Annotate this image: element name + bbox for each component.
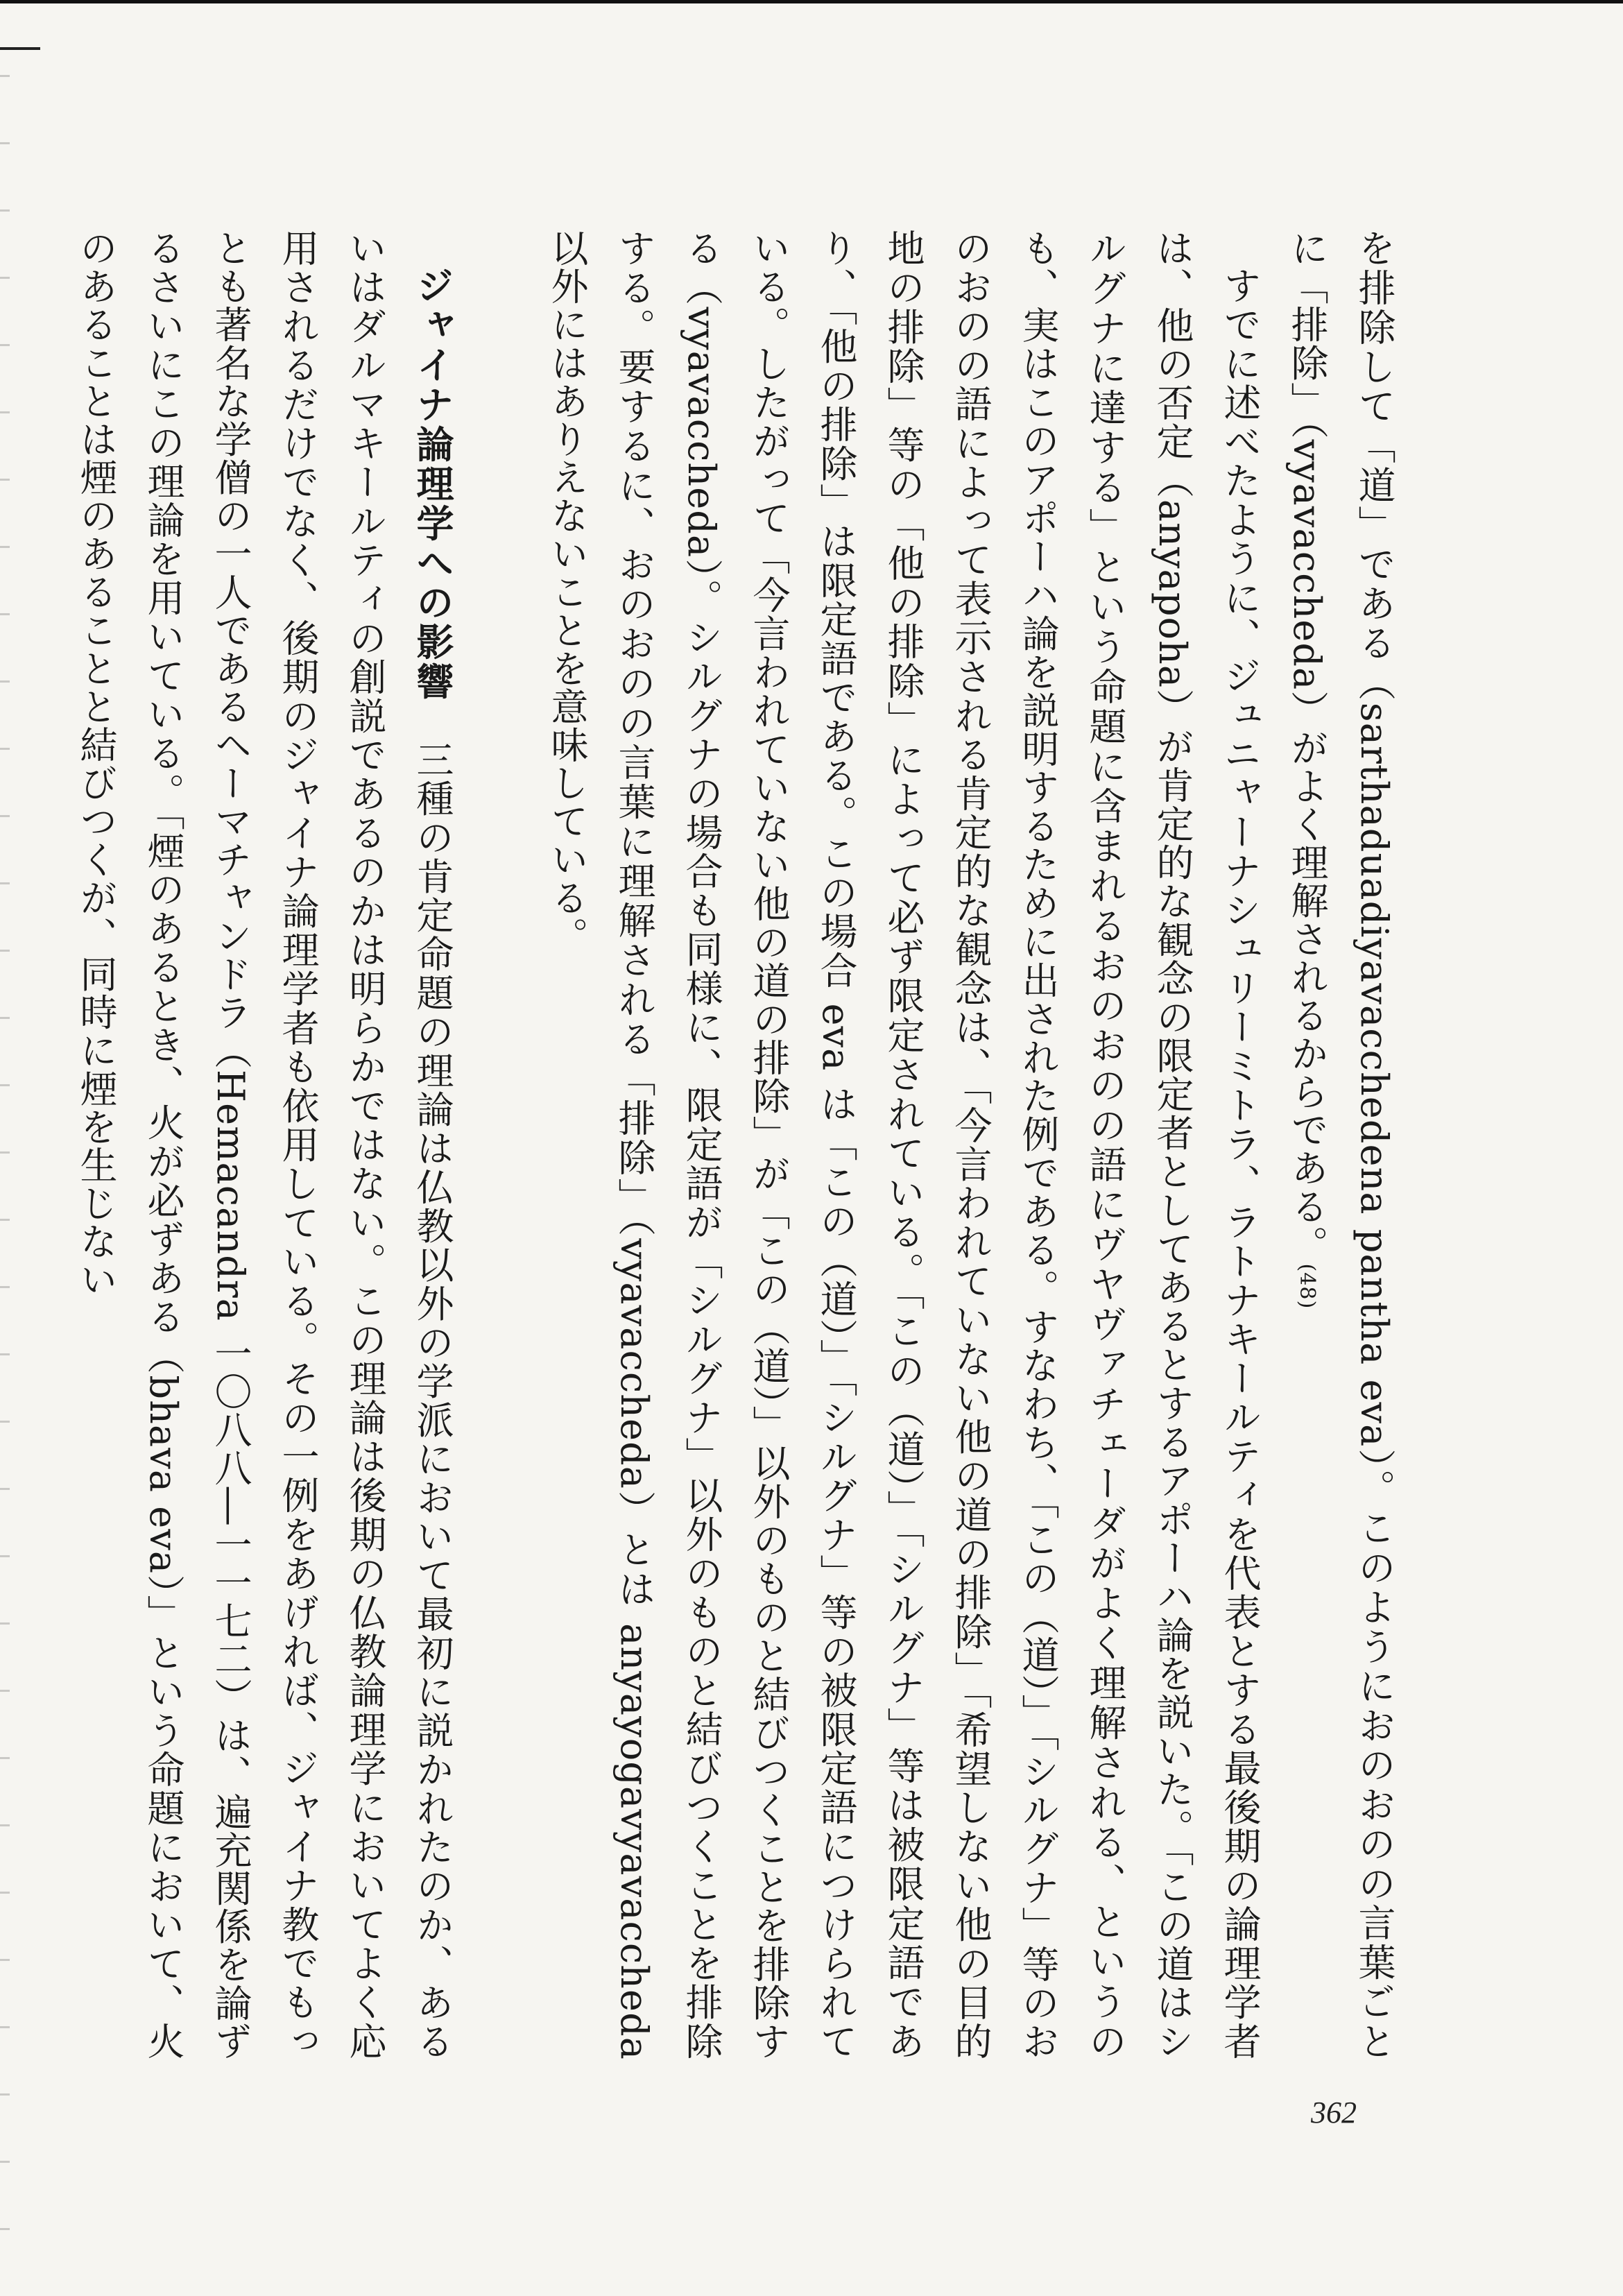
page-number: 362 bbox=[1311, 2096, 1357, 2130]
paragraph-3-text: 三種の肯定命題の理論は仏教以外の学派において最初に説かれたのか、あるいはダルマキールティの創説であるのかは明らかではない。この理論は後期の仏教論理学においてよく応用されるだけでなく、後期のジャイナ論理学者も依用している。その一例をあげれば、ジャイナ教でもっとも著名な学僧の一人であるヘーマチャンドラ（Hemacandra 一〇八八―一一七二）は、遍充関係を論ずるさいにこの理論を用いている。「煙のあるとき、火が必ずある（bhava eva）」という命題において、火のあることは煙のあることと結びつくが、同時に煙を生じない bbox=[74, 229, 454, 2060]
section-title: ジャイナ論理学への影響 bbox=[411, 266, 454, 702]
paragraph-jaina bbox=[62, 229, 466, 2060]
paragraph-continuation bbox=[1273, 229, 1408, 2060]
paragraph-1-text: を排除して「道」である（sarthaduadiyavacchedena pantha eva）。このようにおのおのの言葉ごとに「排除」（vyavaccheda）がよく理解されるからである。 bbox=[1285, 229, 1396, 2060]
note-reference: (48) bbox=[1295, 1263, 1319, 1310]
top-edge-rule bbox=[0, 0, 1623, 3]
page-body bbox=[74, 229, 1408, 2060]
section-gap bbox=[466, 229, 533, 2060]
section-title-gap bbox=[411, 702, 454, 741]
paragraph-apoha bbox=[533, 229, 1273, 2060]
paragraph-2-text: すでに述べたように、ジュニャーナシュリーミトラ、ラトナキールティを代表とする最後期の論理学者は、他の否定（anyapoha）が肯定的な観念の限定者としてあるとするアポーハ論を説いた。「この道はシルグナに達する」という命題に含まれるおのおのの語にヴヤヴァチェーダがよく理解される、というのも、実はこのアポーハ論を説明するために出された例である。すなわち、「この（道）」「シルグナ」等のおのおのの語によって表示される肯定的な観念は、「今言われていない他の道の排除」「希望しない他の目的地の排除」等の「他の排除」によって必ず限定されている。「この（道）」「シルグナ」等は被限定語であり、「他の排除」は限定語である。この場合 eva は「この（道）」「シルグナ」等の被限定語につけられている。したがって「今言われていない他の道の排除」が「この（道）」以外のものと結びつくことを排除する（vyavaccheda）。シルグナの場合も同様に、限定語が「シルグナ」以外のものと結びつくことを排除する。要するに、おのおのの言葉に理解される「排除」（vyavaccheda）とは anyayogavyavaccheda 以外にはありえないことを意味している。 bbox=[545, 229, 1262, 2060]
scan-edge-speckle bbox=[0, 49, 10, 2282]
vertical-text-block bbox=[74, 229, 1408, 2060]
